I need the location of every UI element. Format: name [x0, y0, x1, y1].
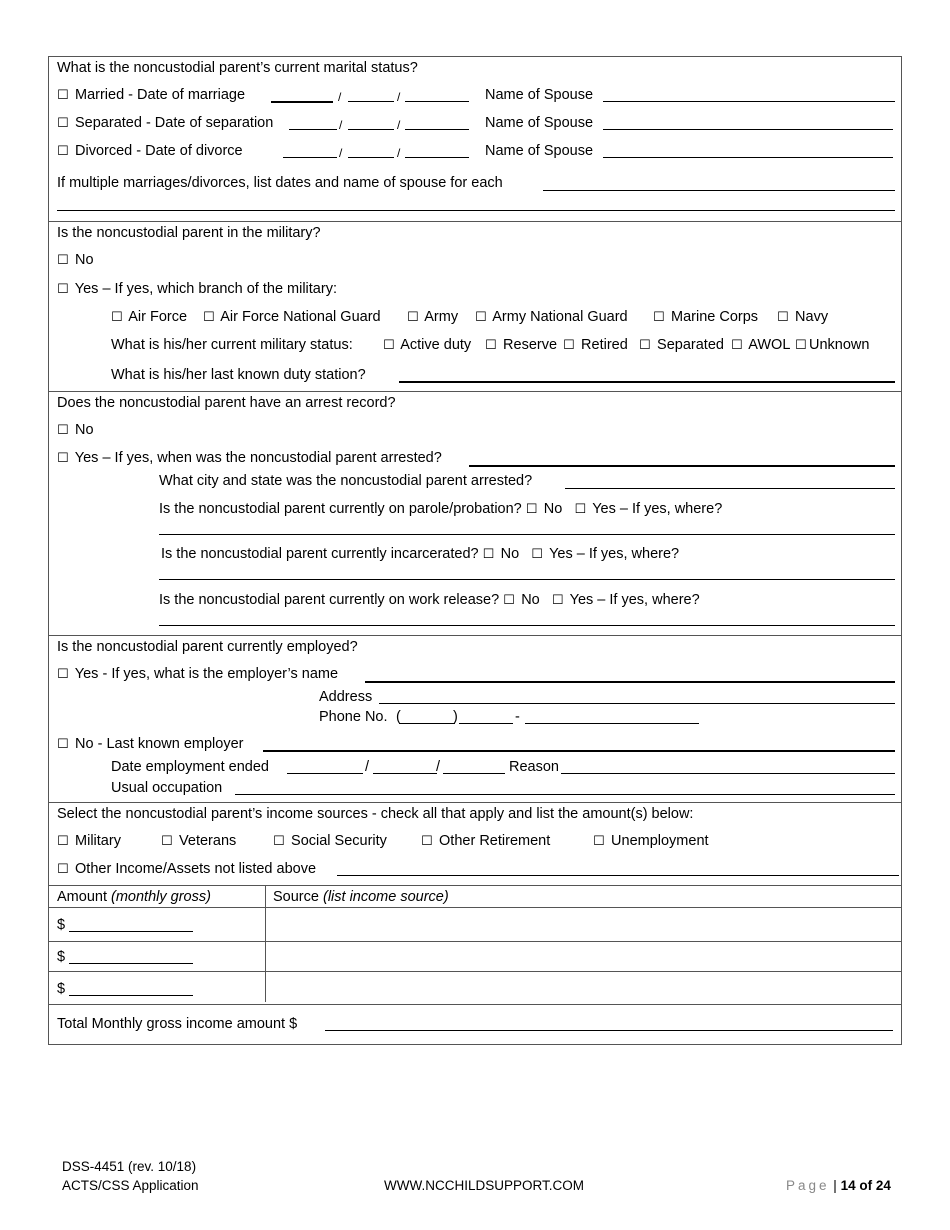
status-unknown[interactable] — [795, 336, 869, 355]
work-release-question — [159, 591, 700, 610]
checkbox-icon: ☐ — [57, 88, 69, 103]
website-link[interactable]: WWW.NCCHILDSUPPORT.COM — [384, 1178, 585, 1193]
status-label: AWOL — [748, 337, 791, 353]
separated-label: Separated - Date of separation — [75, 115, 274, 131]
date-separator: / — [339, 118, 343, 132]
married-checkbox[interactable] — [57, 86, 71, 105]
branch-air-force[interactable] — [111, 308, 187, 327]
employed-no-checkbox[interactable] — [57, 735, 243, 754]
source-header-text: Source — [273, 889, 319, 905]
work-release-label: Is the noncustodial parent currently on work release? — [159, 592, 500, 608]
checkbox-icon: ☐ — [731, 338, 743, 353]
checkbox-icon: ☐ — [421, 834, 433, 849]
divorced-year-field[interactable] — [405, 157, 469, 158]
arrest-no-label: No — [75, 422, 94, 438]
separated-month-field[interactable] — [289, 129, 337, 130]
arrest-city-state-label: What city and state was the noncustodial parent arrested? — [159, 473, 533, 489]
income-other-label: Other Income/Assets not listed above — [75, 861, 317, 877]
checkbox-icon: ☐ — [111, 310, 123, 325]
branch-navy[interactable] — [777, 308, 828, 327]
multiple-marriages-label: If multiple marriages/divorces, list dates and name of spouse for each — [57, 175, 503, 191]
date-separator: / — [338, 90, 342, 104]
option-label: Yes – If yes, where? — [549, 546, 680, 562]
branch-label: Navy — [795, 309, 829, 325]
checkbox-icon: ☐ — [57, 737, 69, 752]
page-number: 14 of 24 — [840, 1178, 891, 1193]
date-separator: / — [436, 759, 441, 775]
phone-paren: ) — [453, 709, 458, 725]
source-field-3[interactable] — [271, 974, 891, 1000]
arrest-section — [49, 392, 901, 636]
status-reserve[interactable] — [485, 336, 557, 355]
status-label: Separated — [657, 337, 724, 353]
work-release-yes-checkbox[interactable] — [552, 592, 700, 608]
employer-name-field[interactable] — [365, 681, 895, 683]
divorced-month-field[interactable] — [283, 157, 337, 158]
divorced-spouse-field[interactable] — [603, 157, 893, 158]
separated-year-field[interactable] — [405, 129, 469, 130]
divorced-label: Divorced - Date of divorce — [75, 143, 243, 159]
amount-header-text: Amount — [57, 889, 107, 905]
branch-air-force-national-guard[interactable] — [203, 308, 381, 327]
total-income-label: Total Monthly gross income amount $ — [57, 1016, 298, 1032]
income-source-label: Veterans — [179, 833, 237, 849]
occupation-label: Usual occupation — [111, 780, 223, 796]
occupation-field[interactable] — [235, 794, 895, 795]
table-top-border — [49, 885, 901, 886]
separated-spouse-field[interactable] — [603, 129, 893, 130]
branch-marine-corps[interactable] — [653, 308, 758, 327]
date-separator: / — [365, 759, 370, 775]
checkbox-icon: ☐ — [525, 502, 538, 517]
income-source-label: Other Retirement — [439, 833, 551, 849]
separated-checkbox[interactable] — [57, 114, 71, 133]
parole-label: Is the noncustodial parent currently on parole/probation? — [159, 501, 522, 517]
date-ended-label: Date employment ended — [111, 759, 269, 775]
checkbox-icon: ☐ — [57, 862, 69, 877]
checkbox-icon: ☐ — [161, 834, 173, 849]
amount-field-1[interactable] — [69, 931, 193, 932]
separated-day-field[interactable] — [348, 129, 394, 130]
parole-yes-checkbox[interactable] — [574, 501, 722, 517]
table-column-divider — [265, 885, 266, 1002]
status-separated[interactable] — [639, 336, 724, 355]
phone-line-field[interactable] — [525, 723, 699, 724]
status-retired[interactable] — [563, 336, 628, 355]
table-row-border — [49, 907, 901, 908]
arrest-yes-checkbox[interactable] — [57, 449, 442, 468]
amount-header-note: (monthly gross) — [111, 889, 211, 905]
checkbox-icon: ☐ — [57, 144, 69, 159]
divorced-checkbox[interactable] — [57, 142, 71, 161]
option-label: Yes – If yes, where? — [569, 592, 700, 608]
checkbox-icon: ☐ — [57, 282, 69, 297]
source-header-note: (list income source) — [322, 889, 449, 905]
phone-label: Phone No. — [319, 709, 388, 725]
form-page — [48, 56, 902, 1045]
last-employer-field[interactable] — [263, 750, 895, 752]
income-other-retirement-checkbox[interactable] — [421, 832, 550, 851]
amount-field-2[interactable] — [69, 963, 193, 964]
income-social-security-checkbox[interactable] — [273, 832, 387, 851]
checkbox-icon: ☐ — [777, 310, 789, 325]
status-active-duty[interactable] — [383, 336, 471, 355]
table-row-border — [49, 971, 901, 972]
branch-label: Marine Corps — [671, 309, 759, 325]
dollar-sign: $ — [57, 917, 66, 933]
amount-header — [57, 888, 211, 906]
dollar-sign: $ — [57, 981, 66, 997]
address-label: Address — [319, 689, 373, 705]
incarcerated-no-checkbox[interactable] — [483, 546, 520, 562]
table-row-border — [49, 941, 901, 942]
married-month-field[interactable] — [271, 101, 333, 103]
checkbox-icon: ☐ — [57, 834, 69, 849]
income-other-checkbox[interactable] — [57, 860, 316, 879]
source-field-1[interactable] — [271, 911, 891, 939]
checkbox-icon: ☐ — [503, 593, 515, 608]
branch-army-national-guard[interactable] — [475, 308, 628, 327]
checkbox-icon: ☐ — [593, 834, 605, 849]
checkbox-icon: ☐ — [57, 116, 69, 131]
parole-no-checkbox[interactable] — [526, 501, 563, 517]
duty-station-field[interactable] — [399, 381, 895, 383]
option-label: No — [521, 592, 540, 608]
status-label: Retired — [581, 337, 628, 353]
branch-army[interactable] — [407, 308, 458, 327]
arrest-date-field[interactable] — [469, 465, 895, 467]
phone-prefix-field[interactable] — [459, 723, 513, 724]
checkbox-icon: ☐ — [57, 423, 69, 438]
branch-label: Air Force — [128, 309, 188, 325]
app-name: ACTS/CSS Application — [62, 1178, 199, 1193]
source-field-2[interactable] — [271, 944, 891, 970]
arrest-question: Does the noncustodial parent have an arrest record? — [57, 395, 396, 411]
work-release-where-field[interactable] — [159, 625, 895, 626]
arrest-yes-label: Yes – If yes, when was the noncustodial parent arrested? — [74, 450, 442, 466]
checkbox-icon: ☐ — [485, 338, 497, 353]
amount-field-3[interactable] — [69, 995, 193, 996]
military-status-question: What is his/her current military status: — [111, 337, 353, 353]
parole-question — [159, 500, 722, 519]
checkbox-icon: ☐ — [57, 667, 69, 682]
dollar-sign: $ — [57, 949, 66, 965]
status-label: Reserve — [503, 337, 558, 353]
marital-section — [49, 57, 901, 222]
branch-label: Air Force National Guard — [220, 309, 381, 325]
marital-question: What is the noncustodial parent’s current marital status? — [57, 60, 418, 76]
checkbox-icon: ☐ — [57, 253, 69, 268]
income-source-label: Social Security — [291, 833, 387, 849]
date-ended-day-field[interactable] — [373, 773, 437, 774]
checkbox-icon: ☐ — [551, 593, 564, 608]
source-header — [273, 888, 449, 906]
employment-question: Is the noncustodial parent currently employed? — [57, 639, 358, 655]
military-no-label: No — [75, 252, 94, 268]
income-other-field[interactable] — [337, 875, 899, 876]
married-day-field[interactable] — [348, 101, 394, 102]
checkbox-icon: ☐ — [563, 338, 575, 353]
spouse-label: Name of Spouse — [485, 87, 594, 103]
checkbox-icon: ☐ — [475, 310, 487, 325]
employed-no-label: No - Last known employer — [75, 736, 244, 752]
incarcerated-where-field[interactable] — [159, 579, 895, 580]
total-income-field[interactable] — [325, 1030, 893, 1031]
incarcerated-yes-checkbox[interactable] — [531, 546, 679, 562]
checkbox-icon: ☐ — [273, 834, 285, 849]
parole-where-field[interactable] — [159, 534, 895, 535]
income-section — [49, 803, 901, 1045]
incarcerated-question — [161, 545, 679, 564]
checkbox-icon: ☐ — [383, 338, 395, 353]
multiple-marriages-field[interactable] — [543, 190, 895, 191]
income-military-checkbox[interactable] — [57, 832, 121, 851]
status-label: Unknown — [809, 337, 870, 353]
income-source-label: Military — [75, 833, 121, 849]
checkbox-icon: ☐ — [639, 338, 651, 353]
married-year-field[interactable] — [405, 101, 469, 102]
married-label: Married - Date of marriage — [75, 87, 246, 103]
date-ended-year-field[interactable] — [443, 773, 505, 774]
work-release-no-checkbox[interactable] — [503, 592, 540, 608]
arrest-city-state-field[interactable] — [565, 488, 895, 489]
incarcerated-label: Is the noncustodial parent currently incarcerated? — [161, 546, 479, 562]
checkbox-icon: ☐ — [407, 310, 419, 325]
page-separator: | — [833, 1178, 837, 1193]
employer-address-field[interactable] — [379, 703, 895, 704]
married-spouse-field[interactable] — [603, 101, 895, 102]
reason-field[interactable] — [561, 773, 895, 774]
military-yes-checkbox[interactable] — [57, 280, 337, 299]
spouse-label: Name of Spouse — [485, 115, 594, 131]
duty-station-label: What is his/her last known duty station? — [111, 367, 366, 383]
checkbox-icon: ☐ — [531, 547, 543, 562]
table-bottom-border — [49, 1004, 901, 1005]
date-separator: / — [339, 146, 343, 160]
checkbox-icon: ☐ — [57, 451, 69, 466]
phone-dash: - — [515, 709, 520, 725]
option-label: No — [543, 501, 563, 517]
status-awol[interactable] — [731, 336, 790, 355]
checkbox-icon: ☐ — [203, 310, 215, 325]
phone-paren: ( — [396, 709, 401, 725]
status-label: Active duty — [400, 337, 472, 353]
checkbox-icon: ☐ — [653, 310, 665, 325]
checkbox-icon: ☐ — [574, 502, 587, 517]
reason-label: Reason — [509, 759, 559, 775]
employment-section — [49, 636, 901, 803]
income-source-label: Unemployment — [611, 833, 709, 849]
branch-label: Army — [424, 309, 459, 325]
arrest-no-checkbox[interactable] — [57, 421, 94, 440]
multiple-marriages-field-2[interactable] — [57, 210, 895, 211]
military-no-checkbox[interactable] — [57, 251, 94, 270]
page-indicator — [786, 1177, 891, 1195]
military-question: Is the noncustodial parent in the military? — [57, 225, 321, 241]
page-word: Page — [786, 1178, 830, 1193]
date-separator: / — [397, 118, 401, 132]
option-label: No — [500, 546, 520, 562]
income-veterans-checkbox[interactable] — [161, 832, 236, 851]
checkbox-icon: ☐ — [482, 547, 495, 562]
branch-label: Army National Guard — [492, 309, 628, 325]
employed-yes-label: Yes - If yes, what is the employer’s name — [74, 666, 339, 682]
date-separator: / — [397, 90, 401, 104]
military-section — [49, 222, 901, 392]
divorced-day-field[interactable] — [348, 157, 394, 158]
employed-yes-checkbox[interactable] — [57, 665, 338, 684]
spouse-label: Name of Spouse — [485, 143, 594, 159]
military-yes-label: Yes – If yes, which branch of the military: — [74, 281, 337, 297]
date-ended-month-field[interactable] — [287, 773, 363, 774]
income-question: Select the noncustodial parent’s income sources - check all that apply and list the amount(s) below: — [57, 806, 694, 822]
checkbox-icon: ☐ — [795, 338, 807, 353]
date-separator: / — [397, 146, 401, 160]
form-number: DSS-4451 (rev. 10/18) — [62, 1159, 197, 1174]
phone-area-field[interactable] — [399, 723, 455, 724]
income-unemployment-checkbox[interactable] — [593, 832, 709, 851]
option-label: Yes – If yes, where? — [592, 501, 723, 517]
